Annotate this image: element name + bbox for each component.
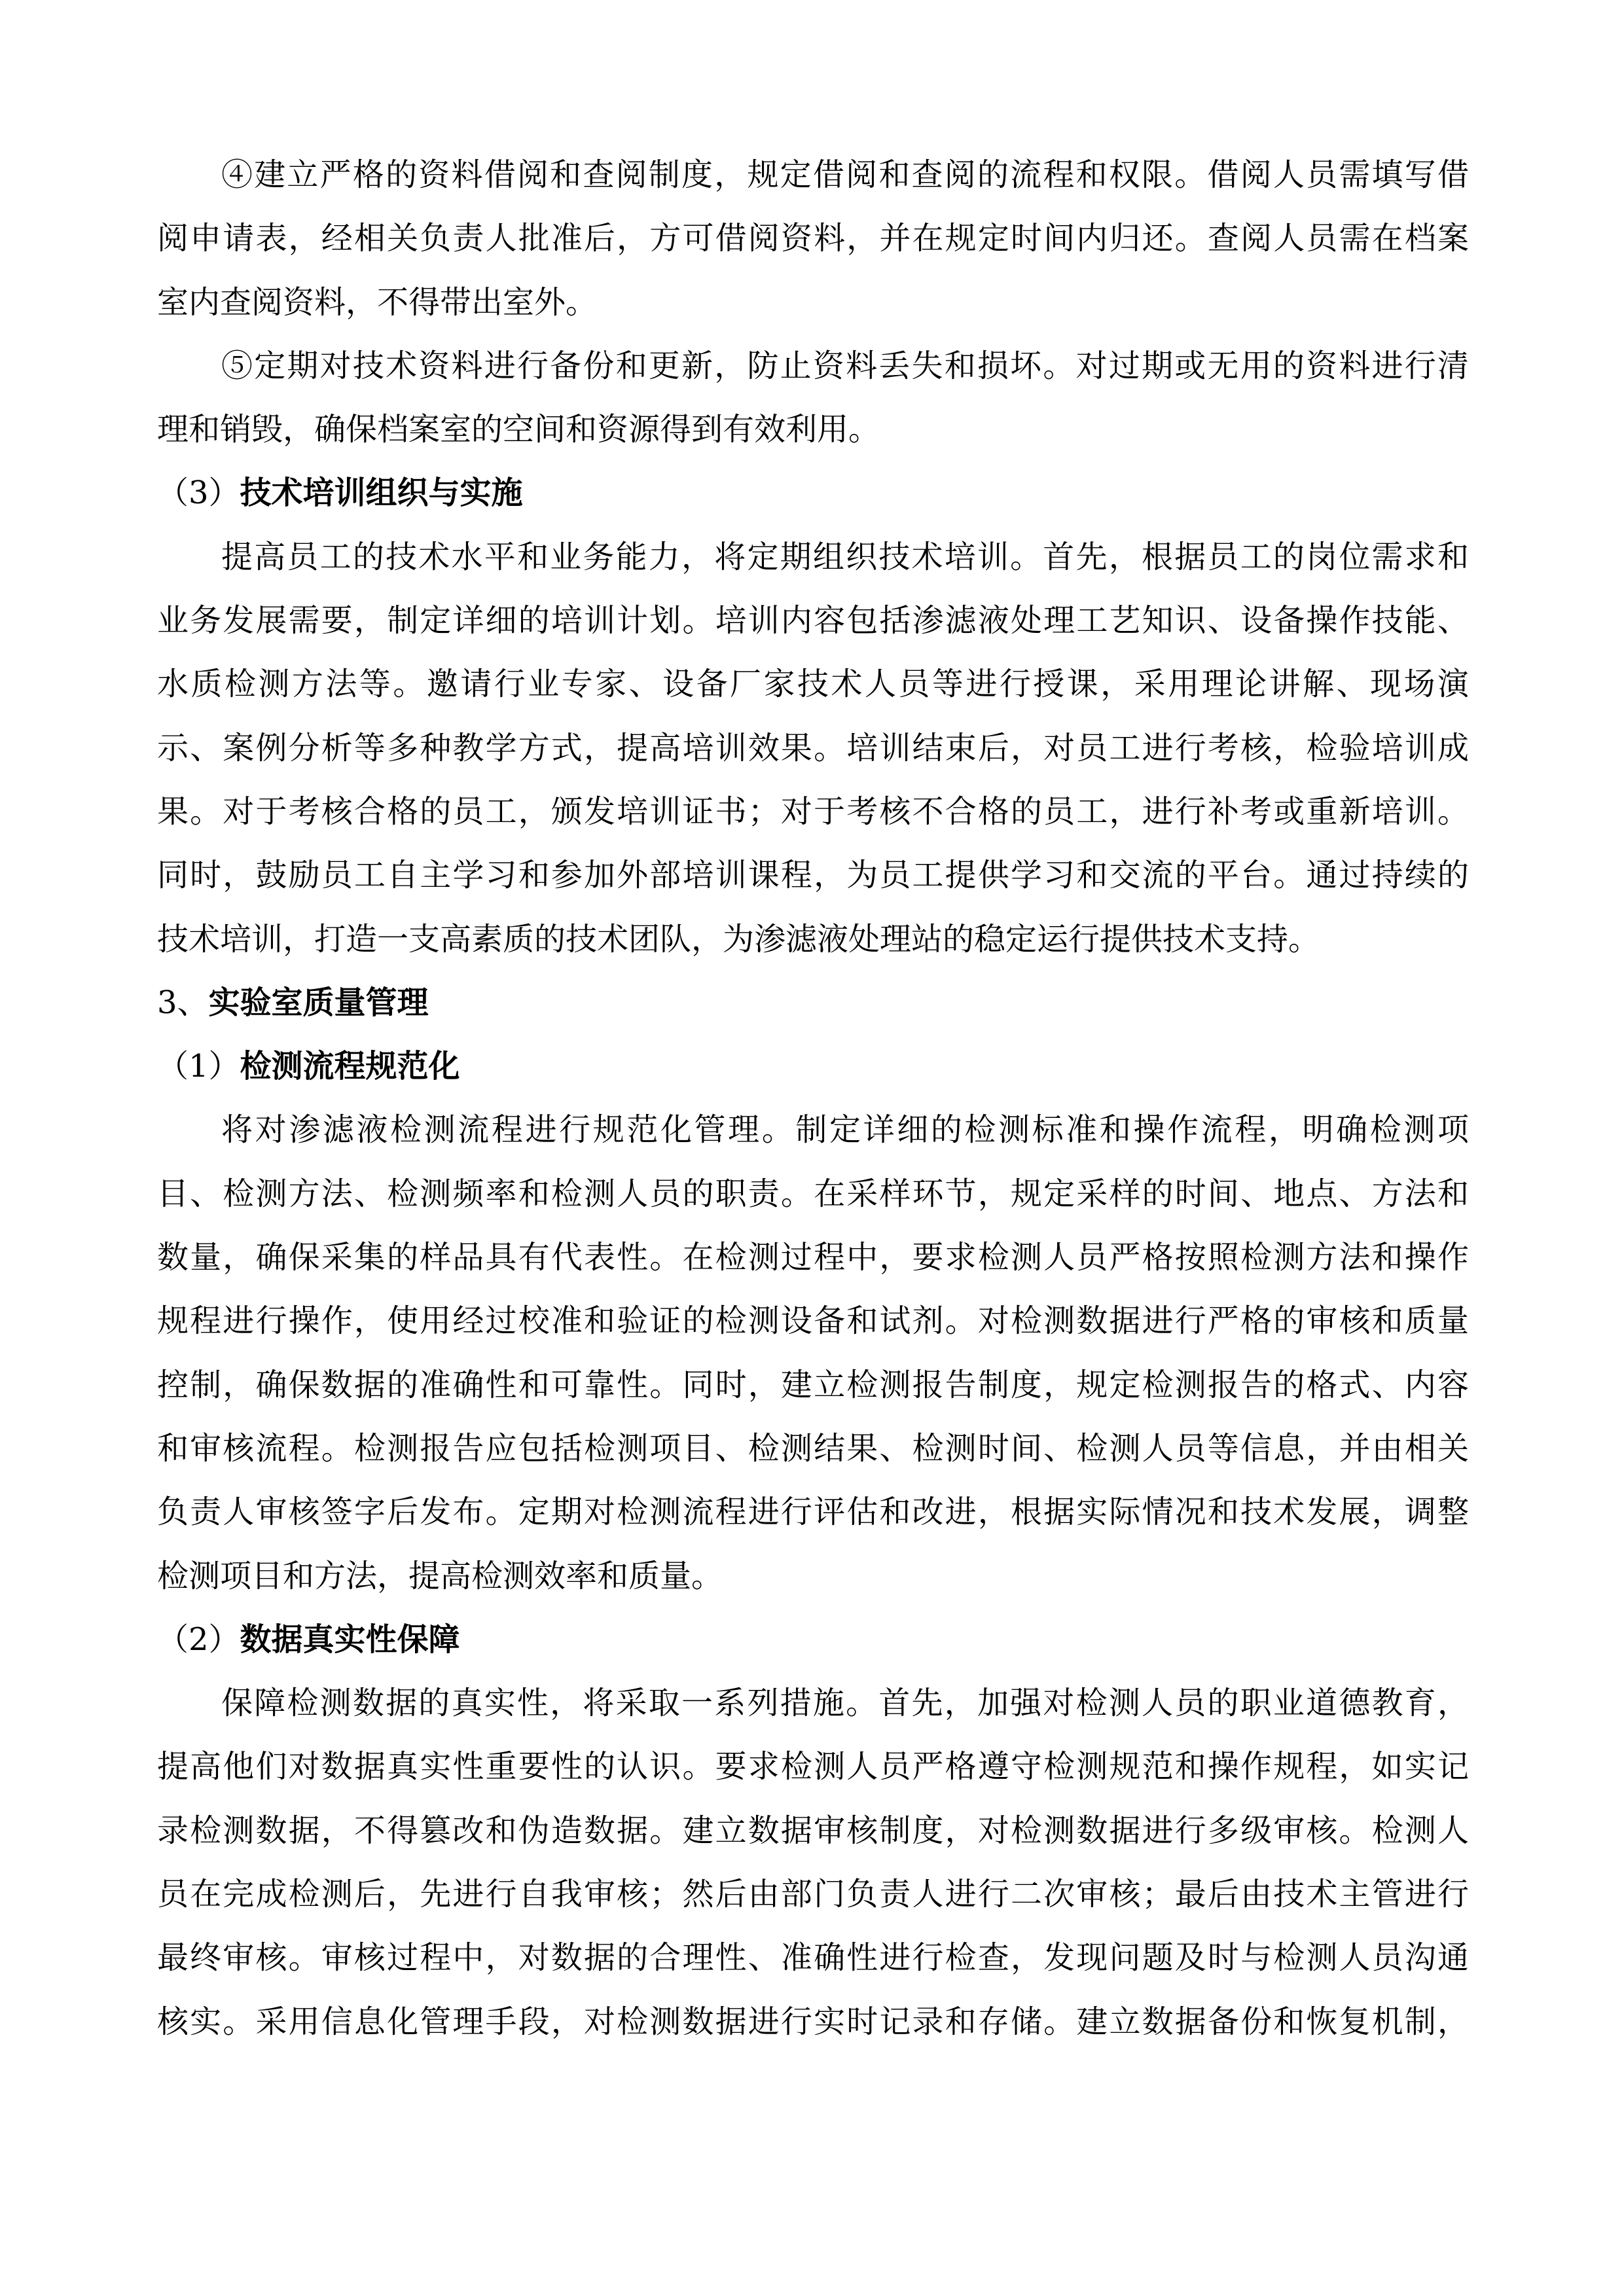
text-line: ⑤定期对技术资料进行备份和更新，防止资料丢失和损坏。对过期或无用的资料进行清 <box>221 347 1469 384</box>
heading-number: （1） <box>157 1048 240 1085</box>
section-heading-training <box>157 461 1469 525</box>
text-line: 规程进行操作，使用经过校准和验证的检测设备和试剂。对检测数据进行严格的审核和质量 <box>157 1302 1469 1340</box>
paragraph-flow <box>157 1098 1469 1607</box>
paragraph-item-5 <box>157 334 1469 462</box>
heading-title: 检测流程规范化 <box>240 1048 460 1085</box>
text-line: 员在完成检测后，先进行自我审核；然后由部门负责人进行二次审核；最后由技术主管进行 <box>157 1876 1469 1913</box>
heading-title: 实验室质量管理 <box>208 984 429 1021</box>
text-line: 和审核流程。检测报告应包括检测项目、检测结果、检测时间、检测人员等信息，并由相关 <box>157 1429 1469 1467</box>
section-heading-flow <box>157 1035 1469 1098</box>
paragraph-item-4 <box>157 143 1469 334</box>
paragraph-data-authenticity <box>157 1672 1469 2054</box>
heading-number: （3） <box>157 475 240 512</box>
text-line: 控制，确保数据的准确性和可靠性。同时，建立检测报告制度，规定检测报告的格式、内容 <box>157 1366 1469 1403</box>
text-line: 理和销毁，确保档案室的空间和资源得到有效利用。 <box>157 411 880 448</box>
text-line: 最终审核。审核过程中，对数据的合理性、准确性进行检查，发现问题及时与检测人员沟通 <box>157 1939 1469 1977</box>
text-line: 业务发展需要，制定详细的培训计划。培训内容包括渗滤液处理工艺知识、设备操作技能、 <box>157 602 1469 639</box>
text-line: 果。对于考核合格的员工，颁发培训证书；对于考核不合格的员工，进行补考或重新培训。 <box>157 793 1469 830</box>
text-line: 阅申请表，经相关负责人批准后，方可借阅资料，并在规定时间内归还。查阅人员需在档案 <box>157 220 1469 257</box>
heading-title: 技术培训组织与实施 <box>240 475 523 512</box>
text-line: 同时，鼓励员工自主学习和参加外部培训课程，为员工提供学习和交流的平台。通过持续的 <box>157 857 1469 894</box>
text-line: 负责人审核签字后发布。定期对检测流程进行评估和改进，根据实际情况和技术发展，调整 <box>157 1494 1469 1531</box>
heading-number: （2） <box>157 1621 240 1658</box>
text-line: 室内查阅资料，不得带出室外。 <box>157 283 598 321</box>
text-line: 录检测数据，不得篡改和伪造数据。建立数据审核制度，对检测数据进行多级审核。检测人 <box>157 1812 1469 1849</box>
paragraph-training <box>157 526 1469 971</box>
heading-title: 数据真实性保障 <box>240 1621 460 1658</box>
text-line: 目、检测方法、检测频率和检测人员的职责。在采样环节，规定采样的时间、地点、方法和 <box>157 1175 1469 1212</box>
text-line: 保障检测数据的真实性，将采取一系列措施。首先，加强对检测人员的职业道德教育， <box>221 1685 1469 1722</box>
text-line: 核实。采用信息化管理手段，对检测数据进行实时记录和存储。建立数据备份和恢复机制， <box>157 2003 1469 2040</box>
document-page <box>157 143 1469 2054</box>
text-line: 提高他们对数据真实性重要性的认识。要求检测人员严格遵守检测规范和操作规程，如实记 <box>157 1748 1469 1785</box>
text-line: 将对渗滤液检测流程进行规范化管理。制定详细的检测标准和操作流程，明确检测项 <box>221 1111 1469 1149</box>
text-line: ④建立严格的资料借阅和查阅制度，规定借阅和查阅的流程和权限。借阅人员需填写借 <box>221 156 1469 193</box>
text-line: 水质检测方法等。邀请行业专家、设备厂家技术人员等进行授课，采用理论讲解、现场演 <box>157 666 1469 703</box>
section-heading-lab-quality <box>157 971 1469 1035</box>
heading-number: 3、 <box>157 984 209 1021</box>
text-line: 示、案例分析等多种教学方式，提高培训效果。培训结束后，对员工进行考核，检验培训成 <box>157 729 1469 766</box>
section-heading-data-authenticity <box>157 1608 1469 1672</box>
text-line: 数量，确保采集的样品具有代表性。在检测过程中，要求检测人员严格按照检测方法和操作 <box>157 1239 1469 1276</box>
text-line: 检测项目和方法，提高检测效率和质量。 <box>157 1557 723 1594</box>
text-line: 技术培训，打造一支高素质的技术团队，为渗滤液处理站的稳定运行提供技术支持。 <box>157 920 1320 958</box>
text-line: 提高员工的技术水平和业务能力，将定期组织技术培训。首先，根据员工的岗位需求和 <box>221 538 1469 575</box>
